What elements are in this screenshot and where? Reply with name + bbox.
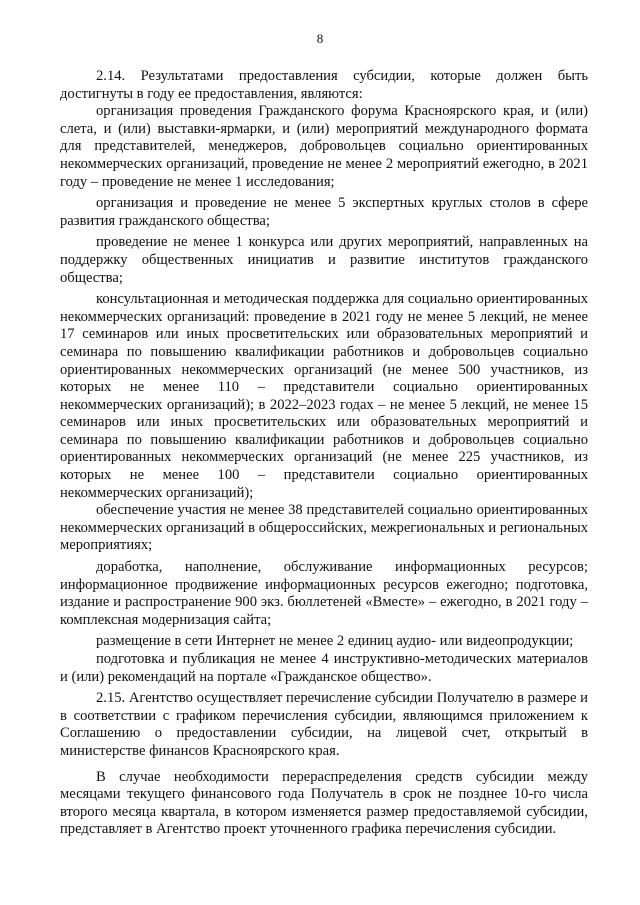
paragraph-consulting-support: консультационная и методическая поддержка для социально ориентированных некоммерческих организаций: проведение в 2021 году не менее 5 лекций, не менее 17 семинаров или иных просветительских или образовательных мероприятий и семинара по повышению квалификации работников и добровольцев социально ориентированных некоммерческих организаций (не менее 500 участников, из которых не менее 110 – представители социально ориентированных некоммерческих организаций); в 2022–2023 годах – не менее 5 лекций, не менее 15 семинаров или иных просветительских или образовательных мероприятий и семинара по повышению квалификации работников и добровольцев социально ориентированных некоммерческих организаций (не менее 225 участников, из которых не менее 100 – представители социально ориентированных некоммерческих организаций); <box>60 291 588 501</box>
paragraph-internet-placement: размещение в сети Интернет не менее 2 единиц аудио- или видеопродукции; <box>96 633 574 650</box>
paragraph-participation: обеспечение участия не менее 38 представителей социально ориентированных некоммерческих организаций в общероссийских, межрегиональных и региональных мероприятиях; <box>60 502 588 554</box>
paragraph-publication: подготовка и публикация не менее 4 инструктивно-методических материалов и (или) рекомендаций на портале «Гражданское общество». <box>60 651 588 685</box>
paragraph-round-tables: организация и проведение не менее 5 экспертных круглых столов в сфере развития гражданского общества; <box>60 195 588 229</box>
paragraph-information-resources: доработка, наполнение, обслуживание информационных ресурсов; информационное продвижение информационных ресурсов ежегодно; подготовка, издание и распространение 900 экз. бюллетеней «Вместе» – ежегодно, в 2021 году – комплексная модернизация сайта; <box>60 559 588 628</box>
document-body <box>60 68 588 839</box>
paragraph-2-15-transfer: 2.15. Агентство осуществляет перечисление субсидии Получателю в размере и в соответствии с графиком перечисления субсидии, являющимся приложением к Соглашению о предоставлении субсидии, на лицевой счет, открытый в министерстве финансов Красноярского края. <box>60 690 588 759</box>
page-number: 8 <box>316 31 324 46</box>
paragraph-contests: проведение не менее 1 конкурса или других мероприятий, направленных на поддержку общественных инициатив и развитие институтов гражданского общества; <box>60 234 588 286</box>
paragraph-2-14-intro: 2.14. Результатами предоставления субсидии, которые должен быть достигнуты в году ее предоставления, являются: <box>60 68 588 102</box>
paragraph-civic-forum: организация проведения Гражданского форума Красноярского края, и (или) слета, и (или) выставки-ярмарки, и (или) мероприятий международного формата для представителей, менеджеров, добровольцев социально ориентированных некоммерческих организаций, проведение не менее 2 мероприятий ежегодно, в 2021 году – проведение не менее 1 исследования; <box>60 103 588 190</box>
paragraph-reallocation: В случае необходимости перераспределения средств субсидии между месяцами текущего финансового года Получатель в срок не позднее 10-го числа второго месяца квартала, в котором изменяется размер предоставляемой субсидии, представляет в Агентство проект уточненного графика перечисления субсидии. <box>60 768 588 838</box>
